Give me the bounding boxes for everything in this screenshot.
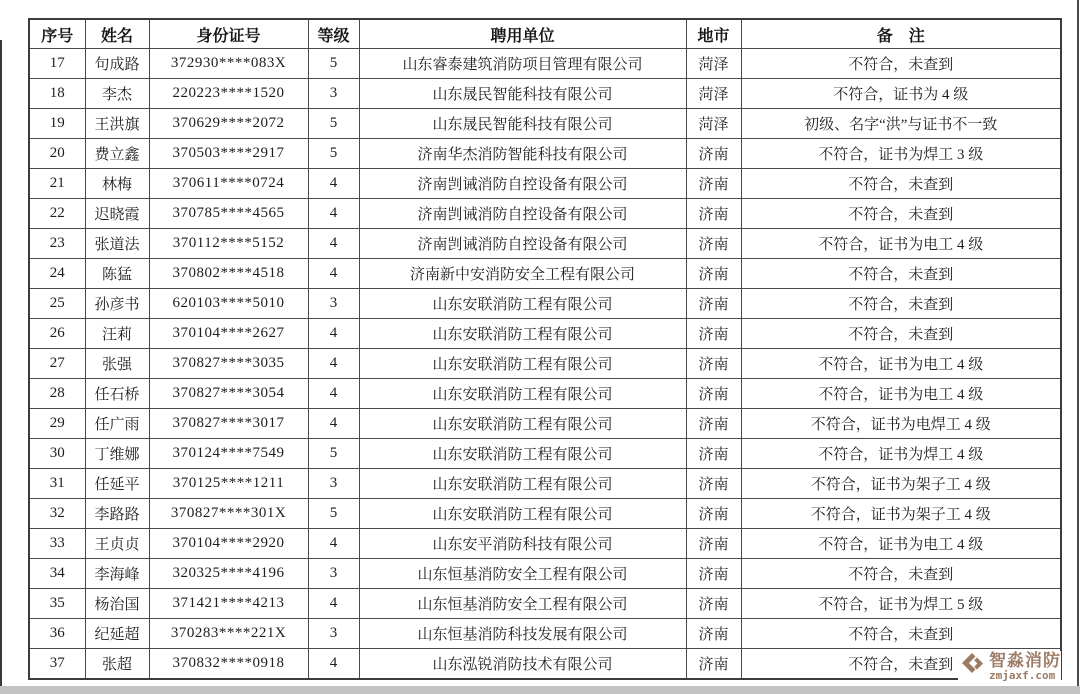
cell-serial-number: 21 [29,169,85,199]
cell-id-number: 370827****3017 [149,409,308,439]
cell-employer: 济南剀诫消防自控设备有限公司 [359,169,686,199]
cell-id-number: 370827****3035 [149,349,308,379]
cell-remark: 不符合，证书为电工 4 级 [741,349,1061,379]
cell-serial-number: 22 [29,199,85,229]
table-row [29,439,1061,469]
cell-id-number: 370827****301X [149,499,308,529]
cell-serial-number: 20 [29,139,85,169]
table-row [29,529,1061,559]
table-row [29,649,1061,680]
cell-name: 汪莉 [85,319,149,349]
table-row [29,79,1061,109]
cell-employer: 济南剀诫消防自控设备有限公司 [359,229,686,259]
cell-remark: 不符合，证书为架子工 4 级 [741,469,1061,499]
cell-grade: 4 [308,319,359,349]
cell-id-number: 370611****0724 [149,169,308,199]
table-header-row [29,19,1061,49]
cell-serial-number: 31 [29,469,85,499]
cell-serial-number: 30 [29,439,85,469]
header-serial-number: 序号 [29,19,85,49]
cell-remark: 不符合，未查到 [741,289,1061,319]
cell-grade: 4 [308,409,359,439]
cell-name: 张超 [85,649,149,680]
cell-serial-number: 33 [29,529,85,559]
cell-city: 济南 [686,499,741,529]
header-employer: 聘用单位 [359,19,686,49]
cell-name: 纪延超 [85,619,149,649]
header-remark: 备 注 [741,19,1061,49]
cell-grade: 3 [308,469,359,499]
cell-employer: 山东安联消防工程有限公司 [359,349,686,379]
cell-city: 济南 [686,439,741,469]
cell-serial-number: 26 [29,319,85,349]
watermark-site: zmjaxf.com [989,669,1056,682]
cell-name: 陈猛 [85,259,149,289]
cell-grade: 4 [308,649,359,680]
cell-remark: 不符合，未查到 [741,619,1061,649]
cell-serial-number: 24 [29,259,85,289]
cell-serial-number: 29 [29,409,85,439]
cell-name: 句成路 [85,49,149,79]
table-row [29,349,1061,379]
cell-employer: 山东安联消防工程有限公司 [359,439,686,469]
table-row [29,259,1061,289]
cell-employer: 山东泓锐消防技术有限公司 [359,649,686,680]
cell-employer: 山东晟民智能科技有限公司 [359,79,686,109]
cell-id-number: 370785****4565 [149,199,308,229]
cell-remark: 不符合，证书为电工 4 级 [741,529,1061,559]
cell-remark: 不符合，证书为 4 级 [741,79,1061,109]
cell-city: 济南 [686,319,741,349]
cell-remark: 不符合，未查到 [741,319,1061,349]
cell-name: 张道法 [85,229,149,259]
cell-employer: 山东恒基消防安全工程有限公司 [359,559,686,589]
cell-employer: 山东晟民智能科技有限公司 [359,109,686,139]
cell-grade: 5 [308,499,359,529]
cell-serial-number: 37 [29,649,85,680]
cell-id-number: 220223****1520 [149,79,308,109]
cell-city: 济南 [686,229,741,259]
table-row [29,289,1061,319]
cell-name: 李海峰 [85,559,149,589]
cell-city: 济南 [686,139,741,169]
cell-city: 济南 [686,379,741,409]
cell-id-number: 370832****0918 [149,649,308,680]
watermark-brand: 智淼消防 [989,651,1061,670]
cell-remark: 不符合，证书为焊工 3 级 [741,139,1061,169]
cell-grade: 4 [308,349,359,379]
table-row [29,49,1061,79]
cell-remark: 不符合，未查到 [741,169,1061,199]
cell-grade: 5 [308,139,359,169]
cell-name: 李杰 [85,79,149,109]
cell-name: 任石桥 [85,379,149,409]
scan-edge-right [1077,0,1079,694]
cell-serial-number: 17 [29,49,85,79]
cell-city: 济南 [686,559,741,589]
cell-id-number: 370283****221X [149,619,308,649]
cell-remark: 不符合，证书为电焊工 4 级 [741,409,1061,439]
scan-edge-bottom [0,686,1080,694]
cell-name: 王贞贞 [85,529,149,559]
table-row [29,379,1061,409]
cell-city: 菏泽 [686,109,741,139]
cell-employer: 山东安联消防工程有限公司 [359,379,686,409]
cell-id-number: 370124****7549 [149,439,308,469]
cell-serial-number: 28 [29,379,85,409]
cell-employer: 山东安联消防工程有限公司 [359,319,686,349]
cell-remark: 不符合，未查到 [741,649,1061,680]
cell-employer: 济南华杰消防智能科技有限公司 [359,139,686,169]
cell-remark: 不符合，证书为电工 4 级 [741,229,1061,259]
cell-employer: 济南剀诫消防自控设备有限公司 [359,199,686,229]
cell-employer: 山东安联消防工程有限公司 [359,289,686,319]
cell-serial-number: 35 [29,589,85,619]
cell-id-number: 370827****3054 [149,379,308,409]
cell-grade: 5 [308,109,359,139]
cell-serial-number: 19 [29,109,85,139]
table-row [29,169,1061,199]
table-body [29,49,1061,680]
cell-serial-number: 23 [29,229,85,259]
table-row [29,559,1061,589]
cell-grade: 4 [308,529,359,559]
cell-grade: 3 [308,559,359,589]
cell-city: 济南 [686,199,741,229]
cell-remark: 不符合，未查到 [741,259,1061,289]
cell-name: 李路路 [85,499,149,529]
watermark [958,651,1061,682]
cell-id-number: 370802****4518 [149,259,308,289]
cell-serial-number: 34 [29,559,85,589]
cell-id-number: 320325****4196 [149,559,308,589]
cell-id-number: 372930****083X [149,49,308,79]
table-row [29,589,1061,619]
cell-name: 张强 [85,349,149,379]
scan-edge-left [0,40,2,694]
header-name: 姓名 [85,19,149,49]
document-sheet [28,18,1062,680]
verification-table [28,18,1062,680]
cell-city: 济南 [686,469,741,499]
cell-remark: 不符合，证书为焊工 4 级 [741,439,1061,469]
cell-id-number: 370104****2920 [149,529,308,559]
table-row [29,409,1061,439]
cell-name: 费立鑫 [85,139,149,169]
table-row [29,229,1061,259]
cell-grade: 4 [308,229,359,259]
cell-city: 济南 [686,409,741,439]
cell-city: 济南 [686,649,741,680]
cell-city: 济南 [686,529,741,559]
cell-employer: 山东恒基消防科技发展有限公司 [359,619,686,649]
cell-grade: 3 [308,619,359,649]
cell-grade: 4 [308,589,359,619]
cell-serial-number: 27 [29,349,85,379]
cell-city: 济南 [686,169,741,199]
cell-id-number: 370125****1211 [149,469,308,499]
cell-city: 济南 [686,589,741,619]
diamond-chevron-icon [960,651,986,682]
cell-id-number: 371421****4213 [149,589,308,619]
table-row [29,469,1061,499]
cell-name: 杨治国 [85,589,149,619]
cell-serial-number: 36 [29,619,85,649]
cell-grade: 4 [308,259,359,289]
cell-grade: 4 [308,169,359,199]
table-row [29,619,1061,649]
cell-city: 济南 [686,259,741,289]
cell-employer: 山东睿泰建筑消防项目管理有限公司 [359,49,686,79]
cell-city: 济南 [686,349,741,379]
cell-remark: 初级、名字“洪”与证书不一致 [741,109,1061,139]
table-row [29,499,1061,529]
cell-employer: 山东安联消防工程有限公司 [359,499,686,529]
cell-name: 丁维娜 [85,439,149,469]
cell-remark: 不符合，证书为焊工 5 级 [741,589,1061,619]
cell-city: 济南 [686,289,741,319]
cell-remark: 不符合，未查到 [741,559,1061,589]
cell-employer: 山东恒基消防安全工程有限公司 [359,589,686,619]
cell-city: 菏泽 [686,49,741,79]
cell-remark: 不符合，证书为电工 4 级 [741,379,1061,409]
cell-id-number: 370104****2627 [149,319,308,349]
cell-id-number: 370112****5152 [149,229,308,259]
cell-city: 济南 [686,619,741,649]
cell-grade: 4 [308,379,359,409]
table-row [29,319,1061,349]
cell-name: 王洪旗 [85,109,149,139]
cell-id-number: 370503****2917 [149,139,308,169]
cell-name: 任广雨 [85,409,149,439]
cell-name: 迟晓霞 [85,199,149,229]
cell-employer: 山东安联消防工程有限公司 [359,469,686,499]
table-row [29,199,1061,229]
cell-id-number: 370629****2072 [149,109,308,139]
cell-name: 孙彦书 [85,289,149,319]
table-row [29,139,1061,169]
cell-grade: 4 [308,199,359,229]
cell-city: 菏泽 [686,79,741,109]
cell-grade: 3 [308,289,359,319]
cell-serial-number: 25 [29,289,85,319]
cell-grade: 5 [308,439,359,469]
cell-grade: 5 [308,49,359,79]
cell-employer: 济南新中安消防安全工程有限公司 [359,259,686,289]
cell-employer: 山东安联消防工程有限公司 [359,409,686,439]
cell-remark: 不符合，证书为架子工 4 级 [741,499,1061,529]
cell-name: 任延平 [85,469,149,499]
cell-grade: 3 [308,79,359,109]
cell-serial-number: 32 [29,499,85,529]
cell-employer: 山东安平消防科技有限公司 [359,529,686,559]
cell-name: 林梅 [85,169,149,199]
header-city: 地市 [686,19,741,49]
cell-remark: 不符合，未查到 [741,49,1061,79]
cell-id-number: 620103****5010 [149,289,308,319]
header-id-number: 身份证号 [149,19,308,49]
table-row [29,109,1061,139]
cell-serial-number: 18 [29,79,85,109]
header-grade: 等级 [308,19,359,49]
cell-remark: 不符合，未查到 [741,199,1061,229]
